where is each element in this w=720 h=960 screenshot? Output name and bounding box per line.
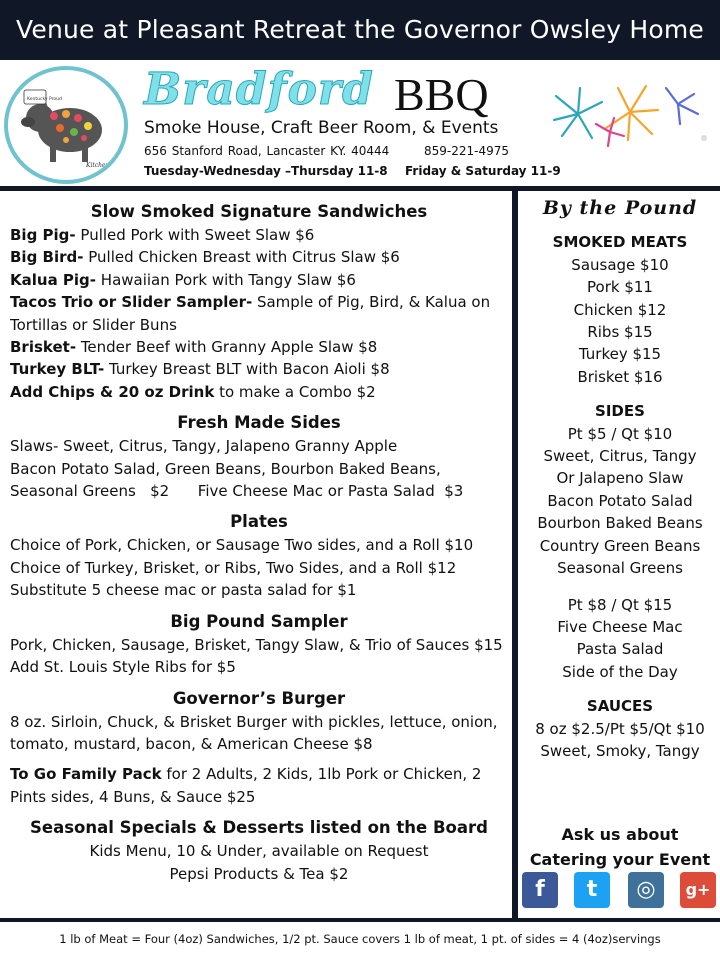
pound-side: Bacon Potato Salad — [547, 491, 693, 510]
sides-title: Fresh Made Sides — [177, 413, 341, 433]
plates-line: Substitute 5 cheese mac or pasta salad for $1 — [10, 581, 357, 600]
pound-side: Or Jalapeno Slaw — [556, 469, 684, 488]
pound-sides-title: SIDES — [595, 402, 645, 421]
hours-weekday: Tuesday-Wednesday –Thursday 11-8 — [144, 164, 388, 178]
specials-line: Pepsi Products & Tea $2 — [169, 864, 349, 883]
pound-item: Sausage $10 — [571, 255, 669, 274]
sauces-title: SAUCES — [586, 697, 654, 716]
menu-item: Kalua Pig- Hawaiian Pork with Tangy Slaw $6 — [10, 270, 356, 289]
sides-line: Seasonal Greens $2 Five Cheese Mac or Pasta Salad $3 — [10, 482, 464, 501]
menu-item: Tacos Trio or Slider Sampler- Sample of Pig, Bird, & Kalua on Tortillas or Slider Buns — [10, 293, 491, 334]
brand-suffix: BBQ — [394, 69, 489, 120]
pound-item: Turkey $15 — [578, 345, 662, 364]
pound-side: Bourbon Baked Beans — [537, 514, 703, 533]
catering-line: Catering your Event — [529, 850, 711, 870]
sandwiches-title: Slow Smoked Signature Sandwiches — [90, 202, 428, 221]
smoked-meats-title: SMOKED MEATS — [552, 233, 688, 252]
logo-badge-text: Kentucky Proud — [27, 97, 62, 102]
burger-desc: 8 oz. Sirloin, Chuck, & Brisket Burger with pickles, lettuce, onion, tomato, mustard, bacon, & American Cheese $8 — [10, 712, 498, 753]
catering-callout — [520, 822, 720, 872]
plates-title: Plates — [230, 512, 288, 532]
logo-caption: Kitchen Pig — [86, 162, 122, 169]
pound-side: Pt $5 / Qt $10 — [567, 424, 673, 443]
starburst-icon — [548, 74, 716, 170]
specials-title: Seasonal Specials & Desserts listed on the Board — [30, 818, 488, 838]
pound-item: Chicken $12 — [573, 300, 667, 319]
pig-logo — [4, 66, 128, 184]
twitter-icon[interactable]: t — [574, 872, 610, 908]
pound-side: Five Cheese Mac — [557, 617, 683, 636]
address: 656 Stanford Road, Lancaster KY. 40444 — [144, 144, 390, 158]
social-links — [522, 872, 718, 912]
by-the-pound-column — [520, 197, 720, 872]
main-menu — [10, 200, 508, 885]
burger-title: Governor’s Burger — [172, 688, 346, 708]
header-divider — [0, 186, 720, 191]
pound-item: Pork $11 — [587, 278, 653, 297]
pound-item: Ribs $15 — [587, 323, 653, 342]
tagline: Smoke House, Craft Beer Room, & Events — [144, 118, 499, 138]
pound-item: Brisket $16 — [577, 367, 663, 386]
menu-item: Big Pig- Pulled Pork with Sweet Slaw $6 — [10, 226, 315, 244]
google-plus-icon[interactable]: g+ — [680, 872, 716, 908]
pound-side: Country Green Beans — [539, 536, 701, 555]
by-the-pound-title: By the Pound — [542, 197, 698, 219]
column-divider — [512, 191, 518, 918]
menu-item: Big Bird- Pulled Chicken Breast with Citrus Slaw $6 — [10, 248, 400, 267]
sampler-line: Add St. Louis Style Ribs for $5 — [10, 658, 236, 677]
pound-side: Pt $8 / Qt $15 — [567, 595, 673, 614]
sampler-title: Big Pound Sampler — [170, 611, 348, 631]
sampler-line: Pork, Chicken, Sausage, Brisket, Tangy Slaw, & Trio of Sauces $15 — [10, 635, 503, 654]
specials-line: Kids Menu, 10 & Under, available on Request — [89, 842, 429, 861]
brand-name: Bradford — [144, 64, 374, 115]
plates-line: Choice of Turkey, Brisket, or Ribs, Two Sides, and a Roll $12 — [10, 558, 457, 577]
sides-line: Bacon Potato Salad, Green Beans, Bourbon Baked Beans, — [10, 459, 441, 478]
sides-line: Slaws- Sweet, Citrus, Tangy, Jalapeno Granny Apple — [10, 437, 398, 456]
hours-weekend: Friday & Saturday 11-9 — [405, 164, 561, 178]
facebook-icon[interactable]: f — [522, 872, 558, 908]
serving-note: 1 lb of Meat = Four (4oz) Sandwiches, 1/2 pt. Sauce covers 1 lb of meat, 1 pt. of sides = 4 (4oz)servings — [59, 932, 661, 946]
pound-side: Side of the Day — [562, 662, 678, 681]
catering-line: Ask us about — [561, 825, 679, 845]
menu-item: Add Chips & 20 oz Drink to make a Combo $2 — [10, 382, 376, 401]
sauce-item: Sweet, Smoky, Tangy — [540, 741, 700, 760]
pound-side: Pasta Salad — [576, 640, 664, 659]
header — [0, 60, 720, 186]
footer-divider — [0, 918, 720, 922]
pound-side: Sweet, Citrus, Tangy — [543, 447, 697, 466]
menu-item: Turkey BLT- Turkey Breast BLT with Bacon Aioli $8 — [10, 360, 390, 379]
venue-title: Venue at Pleasant Retreat the Governor Owsley Home — [16, 15, 704, 44]
phone: 859-221-4975 — [424, 144, 510, 158]
sauce-item: 8 oz $2.5/Pt $5/Qt $10 — [535, 719, 705, 738]
venue-title-bar — [0, 0, 720, 60]
plates-line: Choice of Pork, Chicken, or Sausage Two sides, and a Roll $10 — [10, 536, 474, 555]
pound-side: Seasonal Greens — [557, 559, 683, 578]
family-pack: To Go Family Pack for 2 Adults, 2 Kids, 1lb Pork or Chicken, 2 Pints sides, 4 Buns, & Sauce $25 — [10, 765, 482, 806]
instagram-icon[interactable]: ◎ — [628, 872, 664, 908]
menu-item: Brisket- Tender Beef with Granny Apple Slaw $8 — [10, 338, 378, 357]
